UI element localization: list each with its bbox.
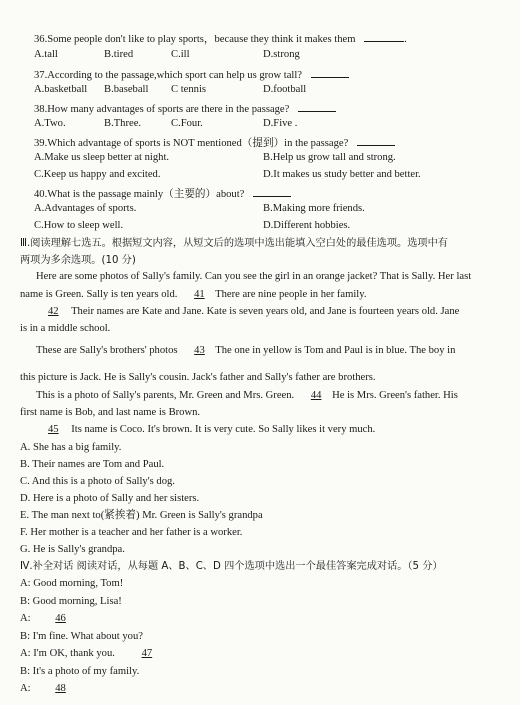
blank-46: 46: [55, 613, 66, 624]
answer-blank: [253, 186, 291, 197]
blank-47: 47: [141, 648, 153, 659]
question-40-stem: [34, 186, 291, 201]
choice-b: B. Their names are Tom and Paul.: [20, 459, 165, 470]
passage-line: this picture is Jack. He is Sally's cousin. Jack's father and Sally's father are brothers.: [20, 372, 376, 383]
blank-41: 41: [194, 289, 205, 300]
q36-option-c: C.ill: [171, 49, 190, 60]
dialog-line: A: 48: [20, 683, 86, 695]
question-37-stem: [34, 67, 349, 82]
q39-option-c: C.Keep us happy and excited.: [34, 169, 161, 180]
passage-line: Here are some photos of Sally's family. Can you see the girl in an orange jacket? That is Sally. Her last: [36, 271, 472, 282]
q37-option-b: B.baseball: [104, 84, 149, 95]
blank-43: 43: [194, 345, 205, 356]
q38-option-c: C.Four.: [171, 118, 203, 129]
choice-c: C. And this is a photo of Sally's dog.: [20, 476, 175, 487]
blank-48: 48: [55, 683, 66, 694]
question-text: 40.What is the passage mainly（主要的）about?: [34, 189, 245, 200]
q39-option-d: D.It makes us study better and better.: [263, 169, 421, 180]
q40-option-d: D.Different hobbies.: [263, 220, 351, 231]
passage-line: These are Sally's brothers' photos 43 The one in yellow is Tom and Paul is in blue. The boy in: [36, 345, 456, 356]
q40-option-b: B.Making more friends.: [263, 203, 365, 214]
dialog-line: B: I'm fine. What about you?: [20, 631, 143, 642]
question-text: 36.Some people don't like to play sports，because they think it makes them: [34, 34, 356, 45]
choice-a: A. She has a big family.: [20, 442, 122, 453]
answer-blank: [364, 31, 404, 42]
question-38-stem: [34, 101, 336, 116]
q39-option-a: A.Make us sleep better at night.: [34, 152, 170, 163]
blank-45: 45: [48, 424, 59, 435]
q36-option-b: B.tired: [104, 49, 134, 60]
dialog-line: B: Good morning, Lisa!: [20, 596, 122, 607]
passage-line: name is Green. Sally is ten years old. 41 There are nine people in her family.: [20, 289, 367, 300]
dialog-line: A: I'm OK, thank you. 47: [20, 648, 172, 660]
question-39-stem: [34, 135, 395, 150]
q38-option-b: B.Three.: [104, 118, 142, 129]
question-text: 38.How many advantages of sports are there in the passage?: [34, 104, 290, 115]
q38-option-d: D.Five .: [263, 118, 298, 129]
q37-option-d: D.football: [263, 84, 307, 95]
choice-e: E. The man next to(紧挨着) Mr. Green is Sally's grandpa: [20, 510, 263, 521]
q40-option-a: A.Advantages of sports.: [34, 203, 137, 214]
answer-blank: [298, 101, 336, 112]
question-36-stem: 36.Some people don't like to play sports，because they think it makes them .: [34, 31, 407, 46]
passage-line: is in a middle school.: [20, 323, 111, 334]
q36-option-a: A.tall: [34, 49, 58, 60]
answer-blank: [311, 67, 349, 78]
question-text: 37.According to the passage,which sport can help us grow tall?: [34, 70, 303, 81]
answer-blank: [357, 135, 395, 146]
section-4-heading: Ⅳ.补全对话 阅读对话，从每题 A、B、C、D 四个选项中选出一个最佳答案完成对话。（5 分）: [20, 561, 443, 572]
q38-option-a: A.Two.: [34, 118, 66, 129]
q39-option-b: B.Help us grow tall and strong.: [263, 152, 396, 163]
section-3-heading-cont: 两项为多余选项。(10 分): [20, 255, 136, 266]
q40-option-c: C.How to sleep well.: [34, 220, 124, 231]
passage-line: 45 Its name is Coco. It's brown. It is very cute. So Sally likes it very much.: [36, 424, 375, 436]
choice-f: F. Her mother is a teacher and her father is a worker.: [20, 527, 243, 538]
passage-line: This is a photo of Sally's parents, Mr. Green and Mrs. Green. 44 He is Mrs. Green's father. His: [36, 390, 458, 401]
passage-line: 42 Their names are Kate and Jane. Kate is seven years old, and Jane is fourteen years old. Jane: [36, 306, 459, 318]
blank-42: 42: [48, 306, 59, 317]
question-text: 39.Which advantage of sports is NOT mentioned（提到）in the passage?: [34, 138, 349, 149]
blank-44: 44: [310, 390, 322, 401]
dialog-line: A: 46: [20, 613, 86, 625]
dialog-line: B: It's a photo of my family.: [20, 666, 140, 677]
choice-g: G. He is Sally's grandpa.: [20, 544, 125, 555]
q37-option-c: C tennis: [171, 84, 207, 95]
passage-line: first name is Bob, and last name is Brown.: [20, 407, 201, 418]
q36-option-d: D.strong: [263, 49, 300, 60]
choice-d: D. Here is a photo of Sally and her sisters.: [20, 493, 200, 504]
q37-option-a: A.basketball: [34, 84, 88, 95]
section-3-heading: Ⅲ.阅读理解七选五。根据短文内容，从短文后的选项中选出能填入空白处的最佳选项。选项中有: [20, 238, 448, 249]
dialog-line: A: Good morning, Tom!: [20, 578, 124, 589]
